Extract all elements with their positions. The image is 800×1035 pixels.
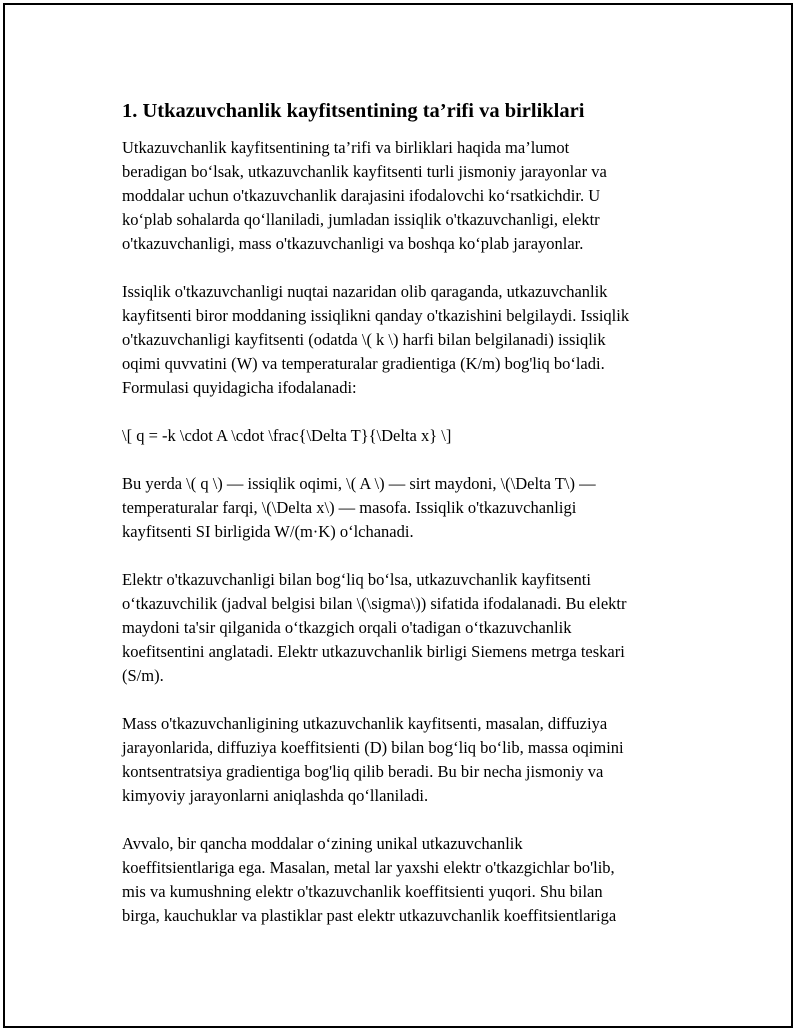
text-line: jarayonlarida, diffuziya koeffitsienti (D) bilan bog‘liq bo‘lib, massa oqimini <box>122 738 624 757</box>
text-line: koeffitsientlariga ega. Masalan, metal lar yaxshi elektr o'tkazgichlar bo'lib, <box>122 858 615 877</box>
text-line: kayfitsenti biror moddaning issiqlikni qanday o'tkazishini belgilaydi. Issiqlik <box>122 306 630 325</box>
text-line: birga, kauchuklar va plastiklar past elektr utkazuvchanlik koeffitsientlariga <box>122 906 617 925</box>
text-line: Issiqlik o'tkazuvchanligi nuqtai nazaridan olib qaraganda, utkazuvchanlik <box>122 282 608 301</box>
text-line: ko‘plab sohalarda qo‘llaniladi, jumladan issiqlik o'tkazuvchanligi, elektr <box>122 210 600 229</box>
paragraph-list <box>122 136 697 928</box>
text-line: Utkazuvchanlik kayfitsentining ta’rifi va birliklari haqida ma’lumot <box>122 138 570 157</box>
section-title: 1. Utkazuvchanlik kayfitsentining ta’rifi va birliklari <box>122 100 585 122</box>
text-line: Formulasi quyidagicha ifodalanadi: <box>122 378 357 397</box>
text-line: mis va kumushning elektr o'tkazuvchanlik koeffitsienti yuqori. Shu bilan <box>122 882 603 901</box>
text-line: o'tkazuvchanligi, mass o'tkazuvchanligi va boshqa ko‘plab jarayonlar. <box>122 234 584 253</box>
document-page <box>3 3 793 1028</box>
text-line: beradigan bo‘lsak, utkazuvchanlik kayfitsenti turli jismoniy jarayonlar va <box>122 162 607 181</box>
text-line: maydoni ta'sir qilganida o‘tkazgich orqali o'tadigan o‘tkazuvchanlik <box>122 618 572 637</box>
document-content <box>122 98 697 952</box>
paragraph <box>122 136 697 256</box>
text-line: Avvalo, bir qancha moddalar o‘zining unikal utkazuvchanlik <box>122 834 523 853</box>
text-line: temperaturalar farqi, \(\Delta x\) — masofa. Issiqlik o'tkazuvchanligi <box>122 498 577 517</box>
text-line: Mass o'tkazuvchanligining utkazuvchanlik kayfitsenti, masalan, diffuziya <box>122 714 608 733</box>
text-line: kontsentratsiya gradientiga bog'liq qilib beradi. Bu bir necha jismoniy va <box>122 762 604 781</box>
text-line: Elektr o'tkazuvchanligi bilan bog‘liq bo‘lsa, utkazuvchanlik kayfitsenti <box>122 570 591 589</box>
text-line: kimyoviy jarayonlarni aniqlashda qo‘llaniladi. <box>122 786 429 805</box>
text-line: (S/m). <box>122 666 164 685</box>
text-line: Bu yerda \( q \) — issiqlik oqimi, \( A \) — sirt maydoni, \(\Delta T\) — <box>122 474 596 493</box>
paragraph <box>122 472 697 544</box>
text-line: koefitsentini anglatadi. Elektr utkazuvchanlik birligi Siemens metrga teskari <box>122 642 625 661</box>
text-line: oqimi quvvatini (W) va temperaturalar gradientiga (K/m) bog'liq bo‘ladi. <box>122 354 605 373</box>
paragraph <box>122 424 697 448</box>
paragraph <box>122 280 697 400</box>
text-line: moddalar uchun o'tkazuvchanlik darajasini ifodalovchi ko‘rsatkichdir. U <box>122 186 601 205</box>
paragraph <box>122 568 697 688</box>
paragraph <box>122 832 697 928</box>
text-line: kayfitsenti SI birligida W/(m·K) o‘lchanadi. <box>122 522 414 541</box>
text-line: \[ q = -k \cdot A \cdot \frac{\Delta T}{\Delta x} \] <box>122 426 452 445</box>
text-line: o‘tkazuvchilik (jadval belgisi bilan \(\sigma\)) sifatida ifodalanadi. Bu elektr <box>122 594 627 613</box>
text-line: o'tkazuvchanligi kayfitsenti (odatda \( k \) harfi bilan belgilanadi) issiqlik <box>122 330 606 349</box>
paragraph <box>122 712 697 808</box>
